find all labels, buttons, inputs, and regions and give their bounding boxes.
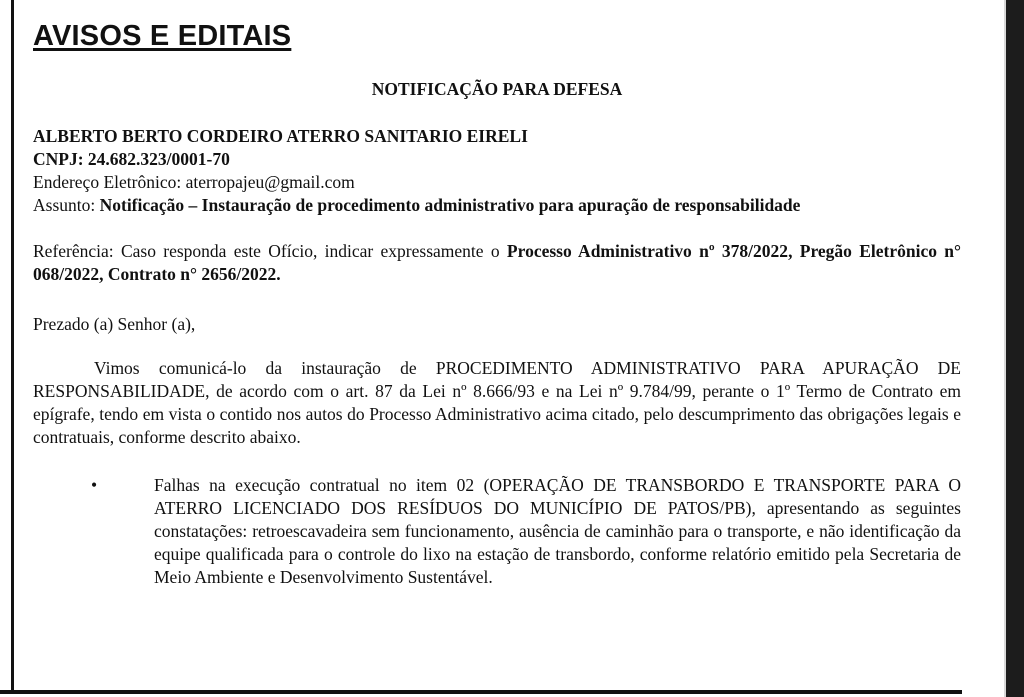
bullet-marker: • — [91, 475, 98, 495]
greeting: Prezado (a) Senhor (a), — [33, 314, 196, 334]
recipient-block — [33, 125, 961, 217]
section-title: AVISOS E EDITAIS — [33, 20, 292, 52]
reference-paragraph — [33, 240, 961, 286]
bottom-border-rule — [0, 690, 962, 694]
dark-background-strip — [1006, 0, 1024, 697]
subject-line — [33, 194, 961, 217]
document-title: NOTIFICAÇÃO PARA DEFESA — [371, 79, 623, 99]
email-label: Endereço Eletrônico: — [33, 172, 186, 192]
reference-sep: , — [788, 241, 800, 261]
recipient-cnpj: CNPJ: 24.682.323/0001-70 — [33, 149, 230, 169]
email-address: aterropajeu@gmail.com — [185, 172, 355, 192]
body-paragraph: Vimos comunicá-lo da instauração de PROCEDIMENTO ADMINISTRATIVO PARA APURAÇÃO DE RESPONSABILIDADE, de acordo com o art. 87 da Lei nº 8.666/93 e na Lei nº 9.784/99, perante o 1º Termo de Contrato em epígrafe, tendo em vista o contido nos autos do Processo Administrativo acima citado, pelo descumprimento das obrigações legais e contratuais, conforme descrito abaixo. — [33, 358, 961, 447]
bullet-item: Falhas na execução contratual no item 02 (OPERAÇÃO DE TRANSBORDO E TRANSPORTE PARA O ATERRO LICENCIADO DOS RESÍDUOS DO MUNICÍPIO DE PATOS/PB), apresentando as seguintes constatações: retroescavadeira sem funcionamento, ausência de caminhão para o transporte, e não identificação da equipe qualificada para o controle do lixo na estação de transbordo, conforme relatório emitido pela Secretaria de Meio Ambiente e Desenvolvimento Sustentável. — [154, 475, 961, 587]
reference-label: Referência: Caso responda este Ofício, indicar expressamente o — [33, 241, 507, 261]
reference-process: Processo Administrativo nº 378/2022 — [506, 241, 789, 261]
subject-label: Assunto: — [33, 195, 100, 215]
left-border-rule — [11, 0, 14, 694]
recipient-email-line — [33, 171, 961, 194]
recipient-company: ALBERTO BERTO CORDEIRO ATERRO SANITARIO EIRELI — [33, 126, 528, 146]
reference-pregao-contrato: Pregão Eletrônico n° 068/2022, Contrato n° 2656/2022. — [33, 241, 962, 284]
subject-text: Notificação – Instauração de procedimento administrativo para apuração de responsabilidade — [99, 195, 801, 215]
